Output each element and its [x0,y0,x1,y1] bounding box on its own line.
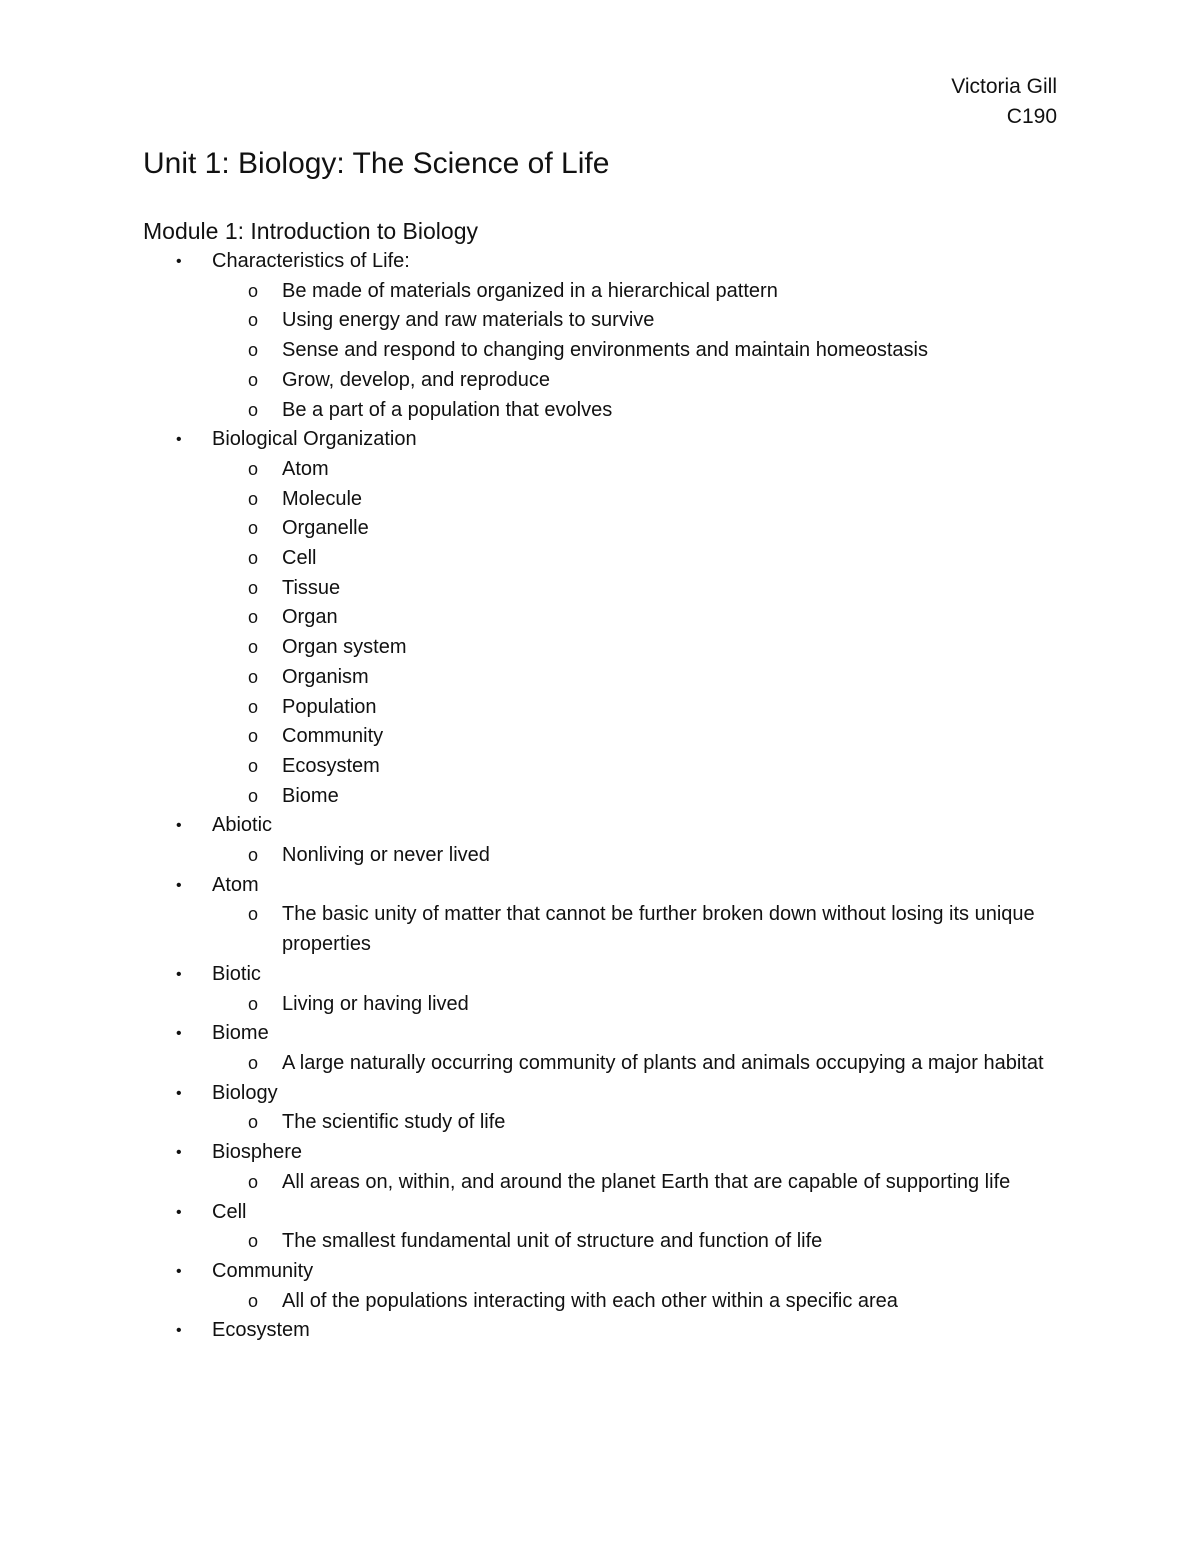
sub-bullet-text: Community [282,725,384,748]
sub-bullet-icon: o [248,904,259,925]
sub-bullet-icon: o [248,310,259,331]
sub-bullet-item [143,1108,1063,1138]
sub-bullet-text: The basic unity of matter that cannot be further broken down without losing its unique properties [282,903,1035,956]
sub-bullet-text: Be made of materials organized in a hierarchical pattern [282,279,778,302]
sub-bullet-item [143,1227,1063,1257]
sub-bullet-text: A large naturally occurring community of plants and animals occupying a major habitat [282,1051,1044,1074]
sub-bullet-text: All of the populations interacting with each other within a specific area [282,1289,898,1312]
bullet-icon: • [176,965,182,983]
sub-bullet-icon: o [248,1052,259,1073]
bullet-item [143,425,1063,455]
course-code: C190 [1006,105,1057,128]
sub-bullet-text: Biome [282,784,339,807]
bullet-item [143,1138,1063,1168]
sub-bullet-text: Organism [282,665,369,688]
sub-bullet-text: Using energy and raw materials to survive [282,309,655,332]
bullet-icon: • [176,1025,182,1043]
sub-bullet-text: Nonliving or never lived [282,844,490,867]
sub-bullet-icon: o [248,666,259,687]
sub-bullet-item [143,277,1063,307]
bullet-item [143,1257,1063,1287]
sub-bullet-text: Population [282,695,377,718]
bullet-icon: • [176,253,182,270]
sub-bullet-icon: o [248,399,259,420]
sub-bullet-item [143,574,1063,604]
sub-bullet-text: Be a part of a population that evolves [282,398,613,421]
sub-bullet-text: Living or having lived [282,992,469,1015]
sub-bullet-item [143,1287,1063,1317]
sub-bullet-item [143,485,1063,515]
bullet-icon: • [176,876,182,894]
sub-bullet-icon: o [248,845,259,866]
bullet-label: Biological Organization [212,428,417,451]
sub-bullet-item [143,455,1063,485]
bullet-label: Biology [212,1081,278,1104]
sub-bullet-icon: o [248,785,259,806]
bullet-label: Characteristics of Life: [212,250,410,272]
author-name: Victoria Gill [951,75,1057,98]
bullet-icon: • [176,431,182,449]
sub-bullet-icon: o [248,458,259,479]
sub-bullet-item [143,841,1063,871]
sub-bullet-text: Organ system [282,636,407,659]
sub-bullet-text: Organelle [282,517,369,540]
sub-bullet-icon: o [248,607,259,628]
sub-bullet-text: Tissue [282,576,341,599]
sub-bullet-icon: o [248,1112,259,1133]
outline-list [143,247,1063,1346]
sub-bullet-item [143,1049,1063,1079]
bullet-item [143,1079,1063,1109]
sub-bullet-item [143,693,1063,723]
sub-bullet-item [143,633,1063,663]
sub-bullet-text: Atom [282,457,329,480]
bullet-item [143,247,1063,277]
bullet-label: Biome [212,1022,269,1045]
bullet-icon: • [176,1262,182,1280]
sub-bullet-text: The smallest fundamental unit of structure and function of life [282,1230,823,1253]
sub-bullet-item [143,663,1063,693]
sub-bullet-item [143,306,1063,336]
bullet-item [143,960,1063,990]
sub-bullet-icon: o [248,369,259,390]
bullet-label: Biotic [212,962,261,985]
author-header [951,72,1057,132]
sub-bullet-text: Sense and respond to changing environments and maintain homeostasis [282,339,928,362]
sub-bullet-icon: o [248,518,259,539]
sub-bullet-item [143,366,1063,396]
bullet-item [143,811,1063,841]
sub-bullet-icon: o [248,696,259,717]
bullet-label: Biosphere [212,1141,303,1164]
bullet-icon: • [176,1084,182,1102]
bullet-icon: • [176,817,182,835]
sub-bullet-icon: o [248,488,259,509]
sub-bullet-item [143,396,1063,426]
sub-bullet-item [143,722,1063,752]
sub-bullet-icon: o [248,637,259,658]
sub-bullet-text: Organ [282,606,338,629]
sub-bullet-text: All areas on, within, and around the planet Earth that are capable of supporting life [282,1170,1011,1193]
bullet-icon: • [176,1322,182,1340]
sub-bullet-icon: o [248,1290,259,1311]
bullet-item [143,1198,1063,1228]
sub-bullet-item [143,900,1063,959]
bullet-icon: • [176,1144,182,1162]
sub-bullet-item [143,603,1063,633]
bullet-label: Atom [212,873,259,896]
sub-bullet-item [143,336,1063,366]
sub-bullet-icon: o [248,577,259,598]
module-title: Module 1: Introduction to Biology [143,218,478,244]
sub-bullet-item [143,1168,1063,1198]
sub-bullet-icon: o [248,755,259,776]
sub-bullet-item [143,514,1063,544]
sub-bullet-item [143,752,1063,782]
sub-bullet-icon: o [248,340,259,361]
sub-bullet-text: Molecule [282,487,363,510]
sub-bullet-icon: o [248,1231,259,1252]
sub-bullet-item [143,990,1063,1020]
sub-bullet-icon: o [248,280,259,301]
sub-bullet-icon: o [248,1171,259,1192]
sub-bullet-icon: o [248,548,259,569]
bullet-item [143,1316,1063,1346]
sub-bullet-text: Ecosystem [282,754,380,777]
bullet-label: Ecosystem [212,1319,310,1342]
sub-bullet-icon: o [248,726,259,747]
unit-title: Unit 1: Biology: The Science of Life [143,147,610,180]
bullet-label: Community [212,1259,314,1282]
bullet-label: Cell [212,1200,247,1223]
bullet-icon: • [176,1203,182,1221]
sub-bullet-text: Cell [282,547,317,570]
bullet-item [143,871,1063,901]
sub-bullet-text: The scientific study of life [282,1111,506,1134]
sub-bullet-item [143,544,1063,574]
sub-bullet-icon: o [248,993,259,1014]
sub-bullet-text: Grow, develop, and reproduce [282,368,550,391]
sub-bullet-item [143,782,1063,812]
bullet-label: Abiotic [212,814,273,837]
bullet-item [143,1019,1063,1049]
